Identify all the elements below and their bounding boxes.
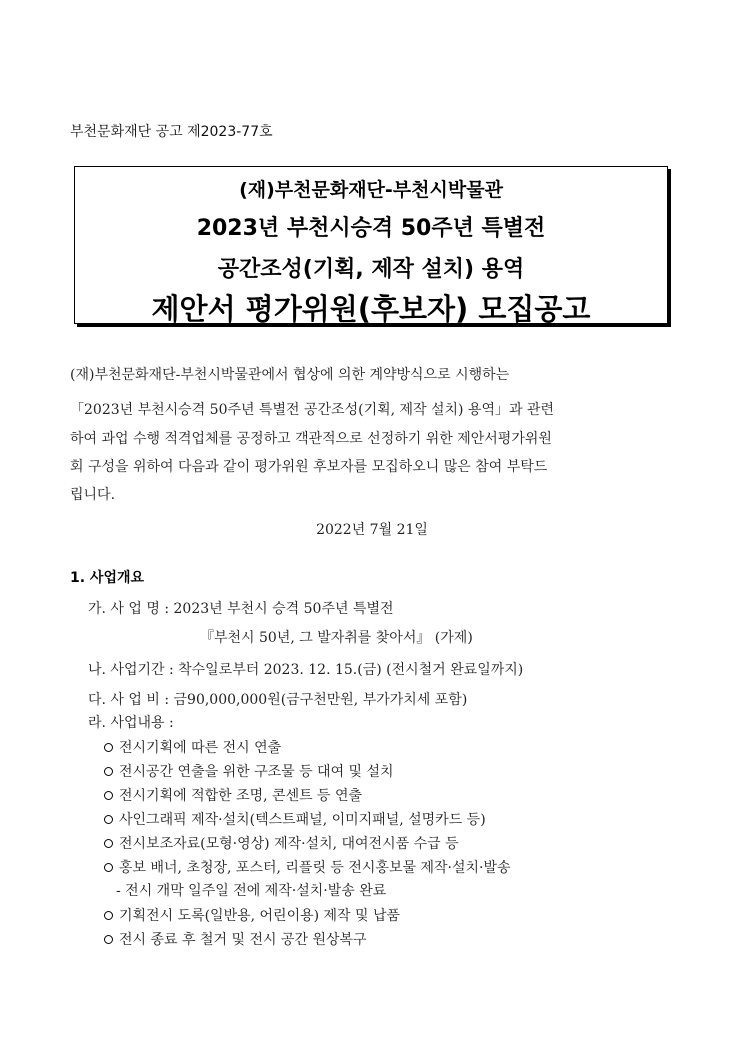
content-item (104, 737, 281, 757)
content-item (104, 905, 400, 925)
intro-line-2: 「2023년 부천시승격 50주년 특별전 공간조성(기획, 제작 설치) 용역」과 관련 (70, 402, 555, 418)
intro-line-4: 회 구성을 위하여 다음과 같이 평가위원 후보자를 모집하오니 많은 참여 부탁드 (70, 459, 548, 475)
item-project-content: 라. 사업내용 : (88, 715, 174, 731)
circle-bullet-icon (104, 791, 113, 800)
title-exhibition: 2023년 부천시승격 50주년 특별전 (196, 216, 546, 241)
content-item-text: 홍보 배너, 초청장, 포스터, 리플릿 등 전시홍보물 제작·설치·발송 (119, 860, 511, 876)
intro-line-5: 립니다. (70, 487, 116, 503)
circle-bullet-icon (104, 839, 113, 848)
circle-bullet-icon (104, 935, 113, 944)
content-item (104, 785, 362, 805)
content-item (104, 761, 394, 781)
section-heading: 1. 사업개요 (70, 570, 145, 586)
title-box (74, 166, 668, 324)
content-sub-note: - 전시 개막 일주일 전에 제작·설치·발송 완료 (116, 883, 387, 899)
content-item-text: 전시기획에 따른 전시 연출 (119, 740, 282, 756)
item-project-period: 나. 사업기간 : 착수일로부터 2023. 12. 15.(금) (전시철거 완료일까지) (88, 662, 524, 678)
content-item-text: 기획전시 도록(일반용, 어린이용) 제작 및 납품 (119, 908, 401, 924)
circle-bullet-icon (104, 767, 113, 776)
item-project-subtitle: 『부천시 50년, 그 발자취를 찾아서』 (가제) (200, 630, 473, 646)
content-item-text: 전시보조자료(모형·영상) 제작·설치, 대여전시품 수급 등 (119, 836, 459, 852)
circle-bullet-icon (104, 863, 113, 872)
content-item-text: 사인그래픽 제작·설치(텍스트패널, 이미지패널, 설명카드 등) (119, 812, 486, 828)
content-item (104, 929, 367, 949)
item-project-name: 가. 사 업 명 : 2023년 부천시 승격 50주년 특별전 (88, 601, 394, 617)
item-project-budget: 다. 사 업 비 : 금90,000,000원(금구천만원, 부가가치세 포함) (88, 692, 468, 708)
notice-date: 2022년 7월 21일 (316, 522, 428, 538)
content-item (104, 809, 486, 829)
intro-line-1: (재)부천문화재단-부천시박물관에서 협상에 의한 계약방식으로 시행하는 (70, 367, 510, 383)
circle-bullet-icon (104, 815, 113, 824)
notice-number: 부천문화재단 공고 제2023-77호 (70, 124, 273, 140)
intro-line-3: 하여 과업 수행 적격업체를 공정하고 객관적으로 선정하기 위한 제안서평가위원 (70, 431, 552, 447)
title-organization: (재)부천문화재단-부천시박물관 (239, 179, 503, 201)
circle-bullet-icon (104, 911, 113, 920)
content-item-text: 전시 종료 후 철거 및 전시 공간 원상복구 (119, 932, 367, 948)
content-item (104, 857, 511, 877)
content-item (104, 833, 459, 853)
title-recruitment: 제안서 평가위원(후보자) 모집공고 (151, 292, 591, 326)
content-item-text: 전시기획에 적합한 조명, 콘센트 등 연출 (119, 788, 363, 804)
title-service: 공간조성(기획, 제작 설치) 용역 (217, 257, 525, 282)
circle-bullet-icon (104, 743, 113, 752)
content-item-text: 전시공간 연출을 위한 구조물 등 대여 및 설치 (119, 764, 394, 780)
